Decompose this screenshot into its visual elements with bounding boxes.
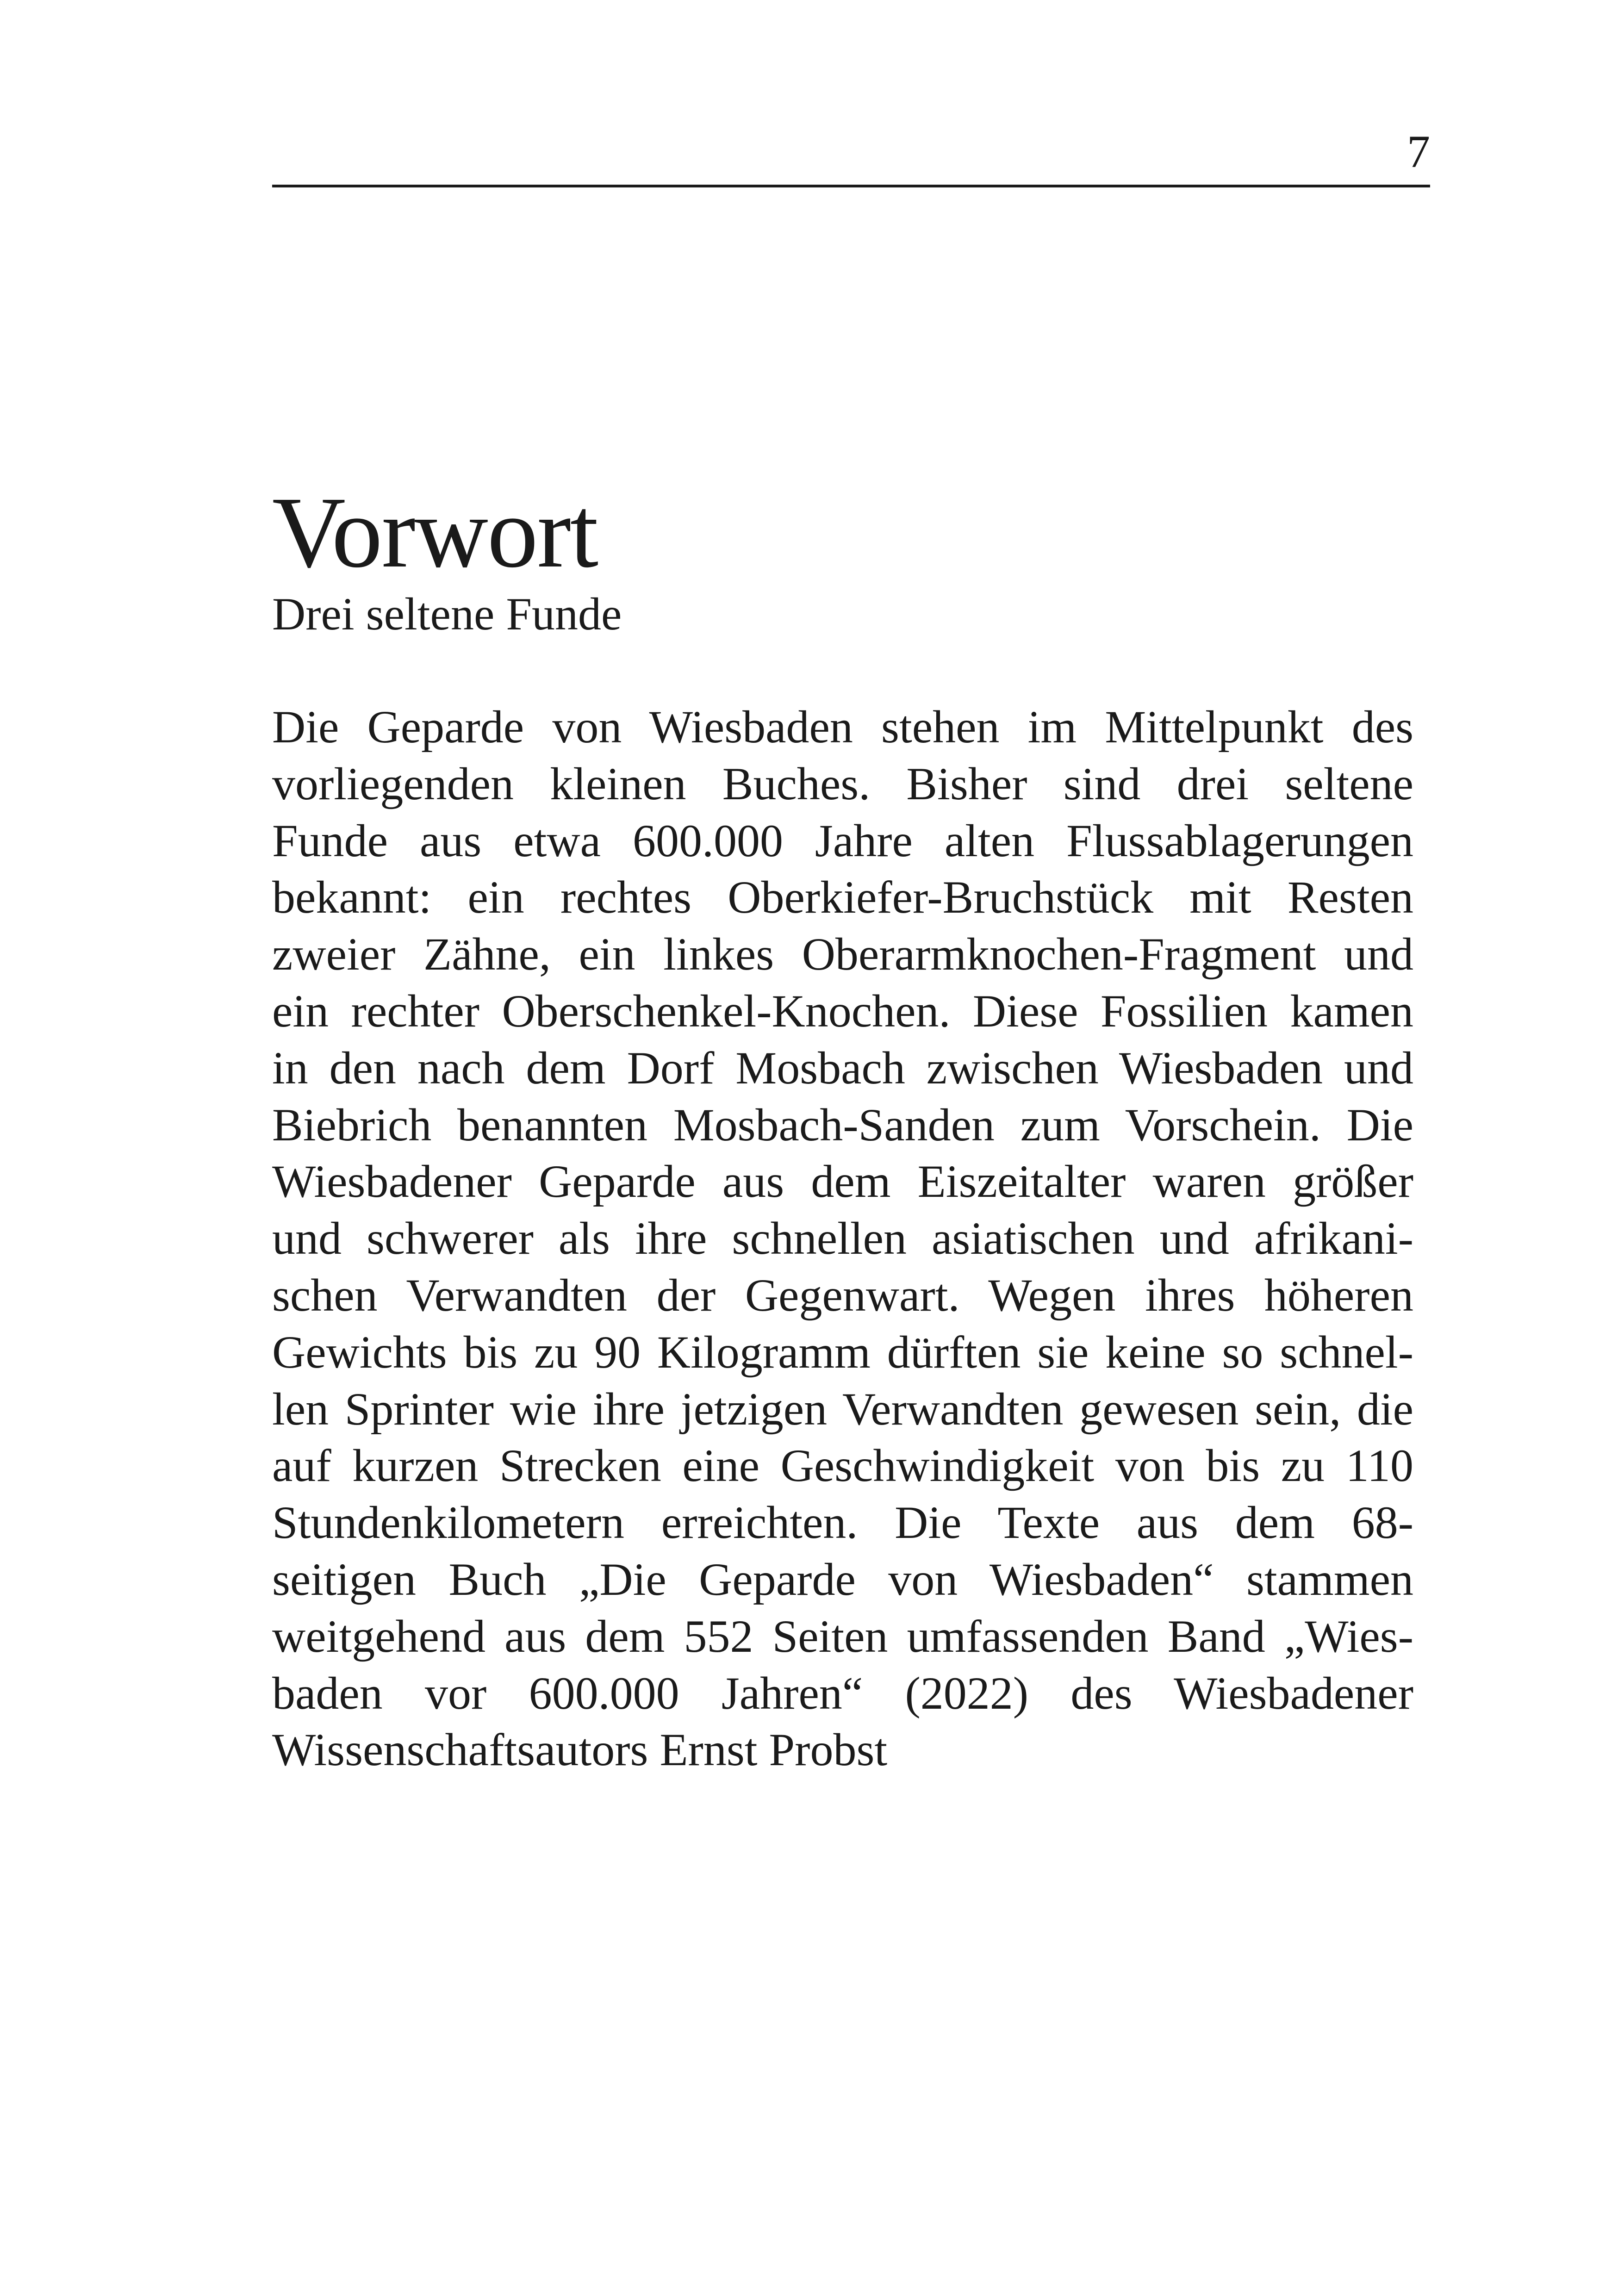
body-paragraph bbox=[272, 699, 1438, 1779]
body-line: auf kurzen Strecken eine Geschwindigkeit von bis zu 110 bbox=[272, 1440, 1413, 1492]
body-line: Wiesbadener Geparde aus dem Eiszeitalter waren größer bbox=[272, 1156, 1413, 1207]
body-line: weitgehend aus dem 552 Seiten umfassenden Band „Wies- bbox=[272, 1610, 1413, 1662]
body-line: zweier Zähne, ein linkes Oberarmknochen-Fragment und bbox=[272, 928, 1413, 980]
body-line: Biebrich benannten Mosbach-Sanden zum Vorschein. Die bbox=[272, 1099, 1413, 1151]
body-line: vorliegenden kleinen Buches. Bisher sind drei seltene bbox=[272, 758, 1413, 809]
chapter-subtitle: Drei seltene Funde bbox=[272, 588, 622, 640]
body-line-last: Wissenschaftsautors Ernst Probst bbox=[272, 1724, 888, 1776]
body-line: len Sprinter wie ihre jetzigen Verwandten gewesen sein, die bbox=[272, 1383, 1413, 1435]
body-line: seitigen Buch „Die Geparde von Wiesbaden“ stammen bbox=[272, 1553, 1413, 1605]
body-line: baden vor 600.000 Jahren“ (2022) des Wiesbadener bbox=[272, 1667, 1413, 1719]
body-line: ein rechter Oberschenkel-Knochen. Diese Fossilien kamen bbox=[272, 985, 1413, 1037]
body-line: Funde aus etwa 600.000 Jahre alten Flussablagerungen bbox=[272, 815, 1413, 866]
body-line: Die Geparde von Wiesbaden stehen im Mittelpunkt des bbox=[272, 701, 1413, 753]
body-line: und schwerer als ihre schnellen asiatischen und afrikani- bbox=[272, 1213, 1413, 1264]
body-line: bekannt: ein rechtes Oberkiefer-Bruchstück mit Resten bbox=[272, 871, 1413, 923]
body-line: Gewichts bis zu 90 Kilogramm dürften sie keine so schnel- bbox=[272, 1326, 1413, 1378]
body-line: schen Verwandten der Gegenwart. Wegen ihres höheren bbox=[272, 1269, 1413, 1321]
body-line: Stundenkilometern erreichten. Die Texte aus dem 68- bbox=[272, 1497, 1413, 1549]
chapter-title: Vorwort bbox=[272, 476, 598, 589]
header-rule bbox=[272, 185, 1430, 187]
page-number: 7 bbox=[1407, 126, 1430, 177]
body-line: in den nach dem Dorf Mosbach zwischen Wiesbaden und bbox=[272, 1042, 1413, 1094]
